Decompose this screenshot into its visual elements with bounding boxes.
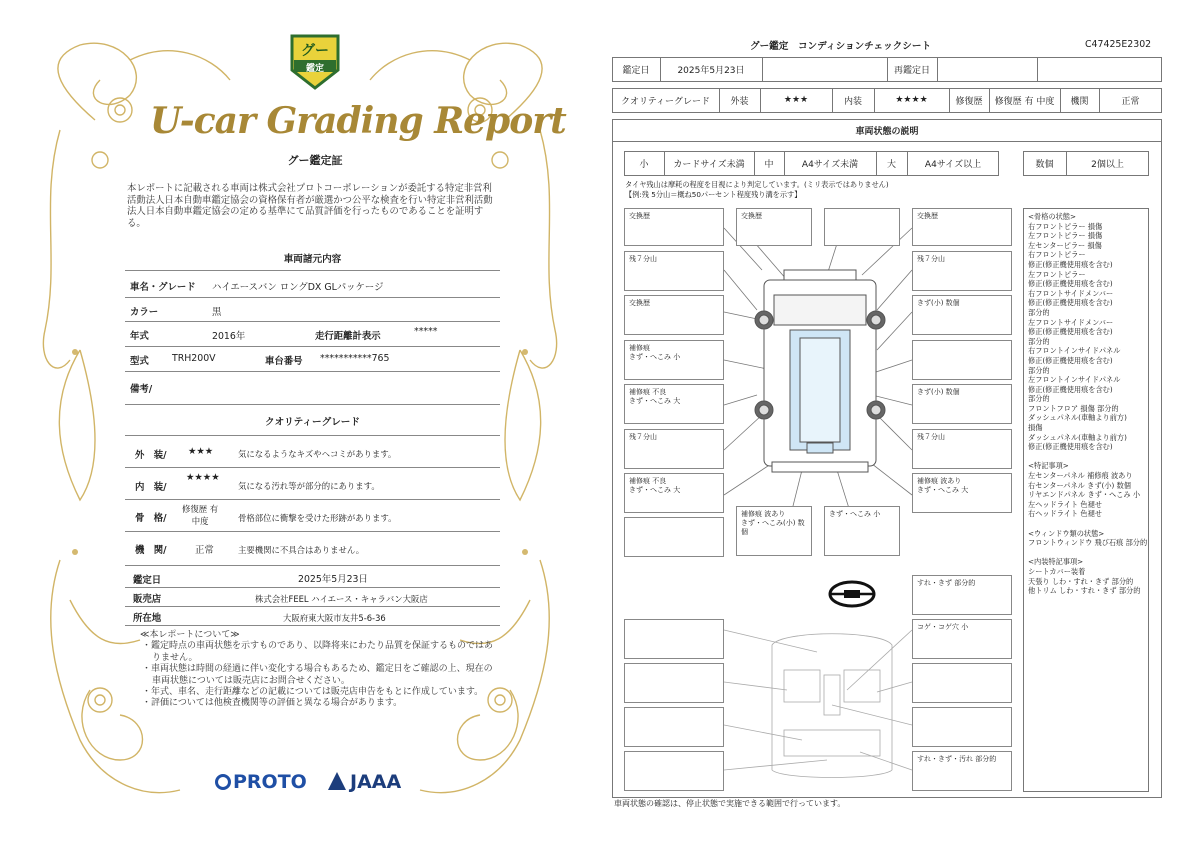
annotation-box <box>624 751 724 791</box>
annotation-box <box>624 619 724 659</box>
proto-logo <box>215 771 307 793</box>
grade-value-interior: ★★★★ <box>186 472 220 483</box>
condition-detail-line: フロントフロア 損傷 部分的 <box>1028 403 1119 413</box>
chassis-label: 車台番号 <box>265 356 303 367</box>
annotation-box <box>624 663 724 703</box>
condition-detail-line: 右ヘッドライト 色褪せ <box>1028 509 1102 519</box>
condition-detail-line: 修正(修正機使用痕を含む) <box>1028 384 1113 394</box>
mileage-value: ***** <box>414 326 438 337</box>
annotation-box: 残７分山 <box>624 429 724 469</box>
model-value: TRH200V <box>172 353 216 364</box>
condition-detail-line: 修正(修正機使用痕を含む) <box>1028 327 1113 337</box>
note-item: ・年式、車名、走行距離などの記載については販売店申告をもとに作成しています。 <box>142 687 484 698</box>
model-label: 型式 <box>130 356 149 367</box>
dealer-value: 株式会社FEEL ハイエース・キャラバン大阪店 <box>255 594 428 604</box>
engine-value: 正常 <box>1121 96 1140 107</box>
chassis-value: ***********765 <box>320 353 390 364</box>
redate-label: 再鑑定日 <box>893 65 930 76</box>
condition-detail-line: ダッシュパネル(車軸より前方) <box>1028 413 1127 423</box>
color-value: 黒 <box>212 307 222 318</box>
size-small-desc: カードサイズ未満 <box>673 159 745 170</box>
condition-detail-line: 左センターピラー 損傷 <box>1028 240 1102 250</box>
grade-value-frame: 修復歴 有 中度 <box>182 504 219 526</box>
condition-detail-line: 損傷 <box>1028 423 1043 433</box>
certificate-body: 本レポートに記載される車両は株式会社プロトコーポレーションが委託する特定非営利活動法人日本自動車鑑定協会の資格保有者が厳選かつ公平な検査を行い特定非営利活動法人日本自動車鑑定協会の定める基準にて品質評価を行ったものであることを証明する。 <box>127 183 493 229</box>
annotation-box <box>824 208 900 246</box>
condition-detail-line: 右フロントインサイドパネル <box>1028 346 1121 356</box>
badge-top-text: グー <box>301 43 329 59</box>
repair-value: 修復歴 有 中度 <box>994 96 1055 107</box>
condition-detail-line: 他トリム しわ・すれ・きず 部分的 <box>1028 586 1141 596</box>
grade-desc-interior: 気になる汚れ等が部分的にあります。 <box>238 481 380 491</box>
badge-bottom-text: 鑑定 <box>305 64 324 74</box>
condition-detail-line: 右フロントサイドメンバー <box>1028 288 1114 298</box>
divider <box>125 531 500 532</box>
date-label: 鑑定日 <box>133 575 162 586</box>
remarks-label: 備考/ <box>130 384 153 395</box>
quality-title: クオリティーグレード <box>265 417 360 428</box>
condition-detail-line: 右センターパネル きず(小) 数個 <box>1028 480 1131 490</box>
notes-title: ≪本レポートについて≫ <box>140 630 240 640</box>
condition-check-sheet <box>600 0 1200 848</box>
grade-value-engine: 正常 <box>195 545 214 556</box>
year-value: 2016年 <box>212 331 246 342</box>
dealer-label: 販売店 <box>133 594 162 605</box>
name-value: ハイエースバン ロングDX GLパッケージ <box>212 282 384 293</box>
annotation-box: 残７分山 <box>912 429 1012 469</box>
annotation-box: 補修痕 不良 きず・へこみ 大 <box>624 473 724 513</box>
certificate-title: グー鑑定証 <box>287 154 343 167</box>
condition-detail-line <box>1028 519 1144 529</box>
condition-detail-line: 天張り しわ・すれ・きず 部分的 <box>1028 576 1134 586</box>
divider <box>125 467 500 468</box>
condition-detail-line: 左フロントサイドメンバー <box>1028 317 1114 327</box>
size-small: 小 <box>639 159 649 170</box>
condition-detail-line: 左ヘッドライト 色褪せ <box>1028 499 1102 509</box>
condition-detail-line: <骨格の状態> <box>1028 212 1076 221</box>
report-script-title: U-car Grading Report <box>150 100 566 142</box>
address-label: 所在地 <box>133 613 162 624</box>
quality-label: クオリティーグレード <box>620 96 711 107</box>
repair-label: 修復歴 <box>955 96 983 107</box>
divider <box>125 346 500 347</box>
condition-detail-line: 左フロントピラー <box>1028 269 1086 279</box>
annotation-box: 補修痕 波あり きず・へこみ 大 <box>912 473 1012 513</box>
jaaa-logo <box>328 771 401 793</box>
annotation-box <box>912 663 1012 703</box>
condition-detail-line: 左フロントインサイドパネル <box>1028 375 1121 385</box>
annotation-box <box>912 340 1012 380</box>
annotation-box: 残７分山 <box>624 251 724 291</box>
annotation-box: きず(小) 数個 <box>912 295 1012 335</box>
steering-wheel-icon <box>830 582 874 606</box>
annotation-box <box>624 707 724 747</box>
condition-detail-line: 部分的 <box>1028 365 1050 375</box>
annotation-box: 残７分山 <box>912 251 1012 291</box>
annotation-box: すれ・きず・汚れ 部分的 <box>912 751 1012 791</box>
footer-note: 車両状態の確認は、停止状態で実施できる範囲で行っています。 <box>614 799 846 808</box>
grade-desc-engine: 主要機関に不具合はありません。 <box>238 545 365 555</box>
condition-detail-line: 修正(修正機使用痕を含む) <box>1028 259 1113 269</box>
condition-detail-line: <ウィンドウ類の状態> <box>1028 528 1105 538</box>
condition-detail-line: 部分的 <box>1028 307 1050 317</box>
tire-note-2: 【例:残 5分山＝概ね50パーセント程度残り溝を示す】 <box>625 190 802 199</box>
condition-detail-line: シートカバー装着 <box>1028 566 1086 576</box>
condition-detail-line: <内装特記事項> <box>1028 557 1084 567</box>
year-label: 年式 <box>130 331 149 342</box>
annotation-box: 交換歴 <box>624 295 724 335</box>
divider <box>125 270 500 271</box>
condition-detail-line: リヤエンドパネル きず・へこみ 小 <box>1028 490 1141 500</box>
condition-detail-line: 修正(修正機使用痕を含む) <box>1028 279 1113 289</box>
grade-label-exterior: 外 装/ <box>135 450 167 461</box>
int-label: 内装 <box>843 96 862 107</box>
grade-desc-frame: 骨格部位に衝撃を受けた形跡があります。 <box>238 513 397 523</box>
grade-value-exterior: ★★★ <box>188 446 214 457</box>
annotation-box: 交換歴 <box>736 208 812 246</box>
condition-detail-line: ダッシュパネル(車軸より前方) <box>1028 432 1127 442</box>
condition-detail-line <box>1028 548 1144 558</box>
mileage-label: 走行距離計表示 <box>315 331 381 342</box>
specs-title: 車両諸元内容 <box>283 254 342 265</box>
condition-detail-line: 左センターパネル 補修痕 波あり <box>1028 471 1133 481</box>
annotation-box <box>912 707 1012 747</box>
size-large-desc: A4サイズ以上 <box>924 159 982 170</box>
divider <box>125 606 500 607</box>
annotation-box: 補修痕 きず・へこみ 小 <box>624 340 724 380</box>
condition-detail-line: 左フロントピラー 損傷 <box>1028 231 1103 241</box>
condition-detail-line: 右フロントピラー 損傷 <box>1028 221 1103 231</box>
divider <box>125 321 500 322</box>
divider <box>125 435 500 436</box>
int-value: ★★★★ <box>895 95 928 105</box>
condition-detail-line: 修正(修正機使用痕を含む) <box>1028 355 1113 365</box>
size-medium-desc: A4サイズ未満 <box>801 159 859 170</box>
grade-label-engine: 機 関/ <box>135 545 167 556</box>
annotation-box: コゲ・コゲ穴 小 <box>912 619 1012 659</box>
explain-title: 車両状態の説明 <box>855 127 919 137</box>
date-value: 2025年5月23日 <box>677 65 745 76</box>
tire-note-1: タイヤ残山は摩耗の程度を目視により判定しています。(ミリ表示ではありません) <box>625 180 889 189</box>
report-notes <box>140 630 500 710</box>
note-item: ・評価については他検査機関等の評価と異なる場合があります。 <box>142 698 403 709</box>
divider <box>125 499 500 500</box>
divider <box>125 625 500 626</box>
condition-detail-list <box>1023 208 1149 792</box>
sheet-title: グー鑑定 コンディションチェックシート <box>750 41 932 52</box>
divider <box>125 587 500 588</box>
divider <box>125 371 500 372</box>
name-label: 車名・グレード <box>130 282 196 293</box>
divider <box>125 404 500 405</box>
divider <box>937 57 938 82</box>
condition-detail-line: 部分的 <box>1028 336 1050 346</box>
grade-label-interior: 内 装/ <box>135 482 167 493</box>
condition-detail-line: 部分的 <box>1028 394 1050 404</box>
date-label: 鑑定日 <box>622 65 650 76</box>
annotation-box <box>624 517 724 557</box>
count-label: 数個 <box>1035 159 1054 170</box>
condition-detail-line: フロントウィンドウ 飛び石痕 部分的 <box>1028 538 1148 548</box>
date-value: 2025年5月23日 <box>298 574 368 585</box>
engine-label: 機関 <box>1070 96 1089 107</box>
size-large: 大 <box>886 159 896 170</box>
condition-detail-line: <特記事項> <box>1028 461 1069 471</box>
jaaa-logo-text: JAAA <box>350 771 402 793</box>
condition-detail-line: 右フロントピラー <box>1028 250 1086 260</box>
annotation-box: 補修痕 波あり きず・へこみ(小) 数個 <box>736 506 812 556</box>
divider <box>125 297 500 298</box>
proto-mark-icon <box>215 774 231 790</box>
divider <box>762 57 763 82</box>
annotation-box: きず・へこみ 小 <box>824 506 900 556</box>
ext-label: 外装 <box>730 96 749 107</box>
annotation-box: きず(小) 数個 <box>912 384 1012 424</box>
annotation-box: すれ・きず 部分的 <box>912 575 1012 615</box>
annotation-box: 交換歴 <box>624 208 724 246</box>
note-item: ・鑑定時点の車両状態を示すものであり、以降将来にわたり品質を保証するものではありません。 <box>142 641 494 663</box>
condition-detail-line: 修正(修正機使用痕を含む) <box>1028 298 1113 308</box>
condition-detail-line <box>1028 452 1144 462</box>
grade-desc-exterior: 気になるようなキズやヘコミがあります。 <box>238 449 397 459</box>
ext-value: ★★★ <box>783 95 809 105</box>
sheet-id: C47425E2302 <box>1085 39 1152 50</box>
goo-kantei-badge <box>286 32 344 92</box>
annotation-box: 補修痕 不良 きず・へこみ 大 <box>624 384 724 424</box>
grade-label-frame: 骨 格/ <box>135 513 167 524</box>
divider <box>125 565 500 566</box>
color-label: カラー <box>130 307 159 318</box>
address-value: 大阪府東大阪市友井5-6-36 <box>283 613 386 623</box>
jaaa-mark-icon <box>328 772 346 790</box>
divider <box>1037 57 1038 82</box>
condition-detail-line: 修正(修正機使用痕を含む) <box>1028 442 1113 452</box>
size-medium: 中 <box>764 159 774 170</box>
count-desc: 2個以上 <box>1091 159 1124 170</box>
proto-logo-text: PROTO <box>233 771 307 793</box>
note-item: ・車両状態は時間の経過に伴い変化する場合もあるため、鑑定日をご確認の上、現在の車両状態については販売店にお問合せください。 <box>142 664 493 686</box>
annotation-box: 交換歴 <box>912 208 1012 246</box>
